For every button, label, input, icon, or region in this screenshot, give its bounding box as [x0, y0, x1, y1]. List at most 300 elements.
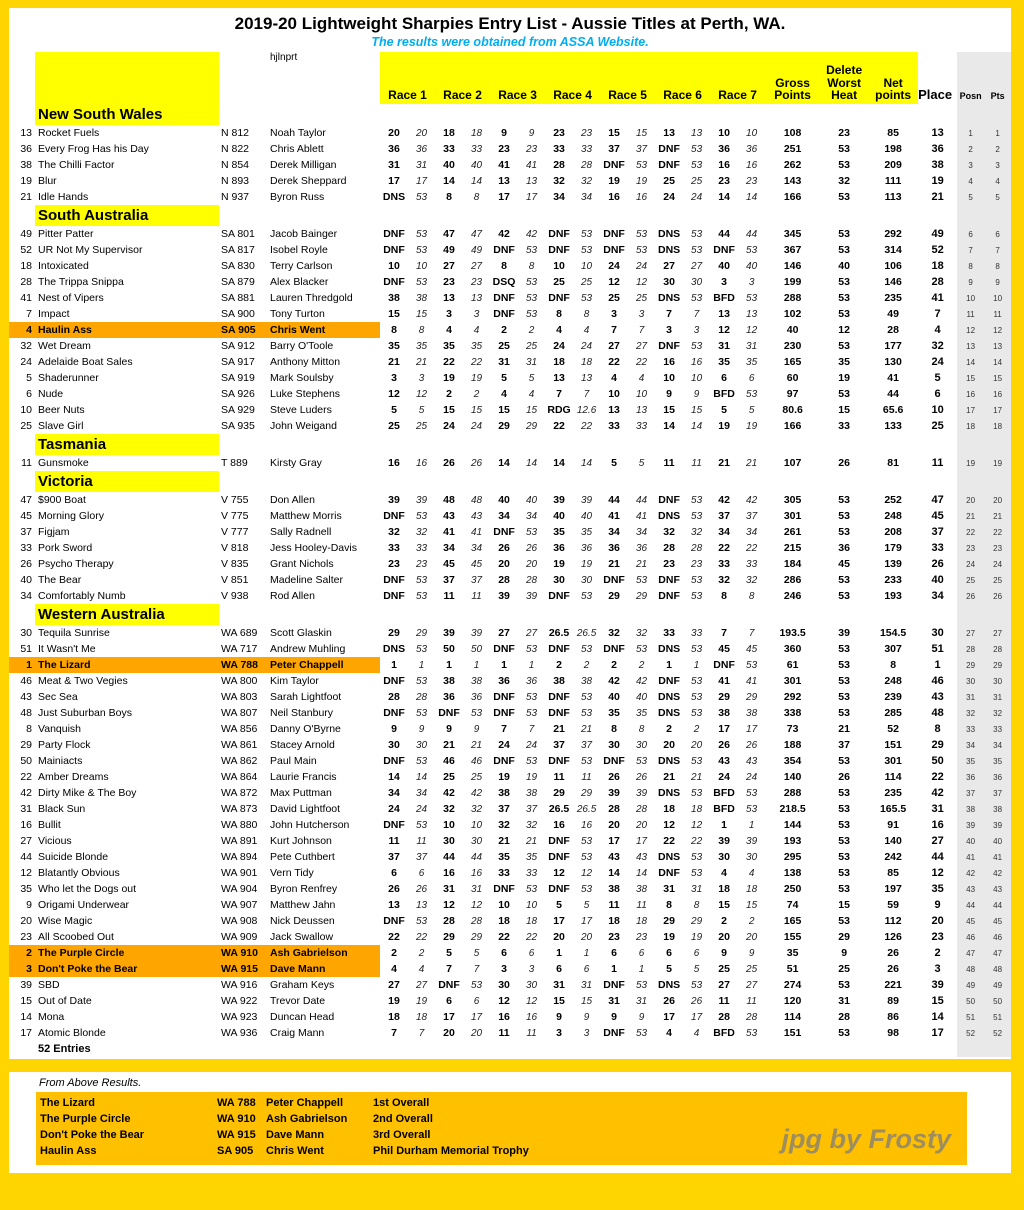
- race-result: 26.5: [548, 803, 570, 815]
- race-result: 30: [663, 276, 675, 288]
- pts-value: 5: [984, 189, 1011, 205]
- race-result: 43: [443, 510, 455, 522]
- pts-value: 25: [984, 572, 1011, 588]
- race-result: 1: [391, 659, 397, 671]
- race-result: 9: [666, 388, 672, 400]
- race-result: DNF: [493, 308, 515, 320]
- posn-value: 21: [957, 508, 984, 524]
- section-header: Western Australia: [35, 604, 219, 625]
- worst-heat: 53: [838, 1027, 850, 1039]
- race-result: DNS: [382, 643, 406, 655]
- race-result: 33: [498, 867, 510, 879]
- net-points: 130: [884, 356, 902, 368]
- net-points: 98: [887, 1027, 899, 1039]
- race-result: 22: [388, 931, 400, 943]
- skipper-name: Graham Keys: [270, 979, 335, 991]
- race-corrected: 45: [746, 643, 758, 655]
- race-result: 29: [498, 420, 510, 432]
- net-points: 165.5: [879, 803, 907, 815]
- race-result: 13: [553, 372, 565, 384]
- race-result: 6: [721, 372, 728, 384]
- race-result: 27: [388, 979, 400, 991]
- race-result: 14: [553, 457, 565, 469]
- pts-header: Pts: [984, 52, 1011, 104]
- net-points-header: Net points: [868, 52, 918, 104]
- race-corrected: 10: [470, 819, 483, 831]
- place: 40: [931, 574, 944, 586]
- worst-heat: 32: [838, 175, 850, 187]
- race-result: 21: [443, 739, 455, 751]
- race-corrected: 43: [746, 755, 758, 767]
- boat-name: Sec Sea: [38, 691, 78, 703]
- race-corrected: 32: [746, 574, 758, 586]
- race-corrected: 53: [415, 574, 428, 586]
- gross-points: 301: [783, 510, 802, 522]
- race-corrected: 53: [691, 159, 703, 171]
- sail-number: N 937: [221, 191, 250, 203]
- race-result: 14: [443, 175, 455, 187]
- race-corrected: 36: [580, 542, 593, 554]
- result-row: [9, 189, 1011, 205]
- row-number: 25: [20, 420, 32, 432]
- net-points: 248: [884, 510, 902, 522]
- race-corrected: 8: [583, 308, 590, 320]
- worst-heat: 53: [838, 659, 850, 671]
- gross-points: 193: [783, 835, 802, 847]
- sail-number: WA 861: [221, 739, 258, 751]
- race-result: 39: [388, 494, 400, 506]
- sail-number: WA 872: [221, 787, 258, 799]
- race-corrected: 20: [746, 931, 758, 943]
- race-result: 28: [608, 803, 620, 815]
- boat-name: Out of Date: [38, 995, 92, 1007]
- race-corrected: 53: [525, 691, 538, 703]
- result-row: [9, 865, 1011, 881]
- result-row: [9, 306, 1011, 322]
- skipper-name: Ash Gabrielson: [268, 945, 380, 961]
- race-result: DNF: [658, 159, 680, 171]
- race-corrected: 3: [418, 372, 425, 384]
- net-points: 106: [884, 260, 902, 272]
- race-corrected: 39: [470, 627, 483, 639]
- race-corrected: 10: [415, 260, 428, 272]
- skipper-name: Stacey Arnold: [270, 739, 335, 751]
- row-number: 10: [20, 404, 32, 416]
- race-result: DNS: [657, 643, 681, 655]
- race-corrected: 9: [583, 1011, 590, 1023]
- sail-number: WA 936: [221, 1027, 258, 1039]
- race-corrected: 41: [636, 510, 648, 522]
- race-result: DNS: [657, 755, 681, 767]
- race-result: DNF: [603, 244, 625, 256]
- net-points: 112: [884, 915, 902, 927]
- race-result: 2: [501, 324, 507, 336]
- race-result: DNF: [548, 691, 570, 703]
- race-corrected: 30: [415, 739, 428, 751]
- race-result: 26: [718, 739, 730, 751]
- worst-heat: 53: [838, 228, 850, 240]
- race-result: 45: [443, 558, 455, 570]
- worst-heat: 35: [838, 356, 850, 368]
- race-corrected: 21: [691, 771, 703, 783]
- pts-value: 51: [984, 1009, 1011, 1025]
- boat-name: Blur: [38, 175, 57, 187]
- boat-name: Who let the Dogs out: [38, 883, 137, 895]
- race-result: DNF: [658, 340, 680, 352]
- race-result: 25: [718, 963, 730, 975]
- race-result: 20: [553, 931, 565, 943]
- sail-number: SA 926: [221, 388, 255, 400]
- sail-number: WA 880: [221, 819, 258, 831]
- worst-heat: 39: [838, 627, 850, 639]
- race-result: DNS: [657, 707, 681, 719]
- boat-name: Idle Hands: [38, 191, 89, 203]
- race-result: 27: [498, 627, 510, 639]
- race-corrected: 6: [638, 947, 645, 959]
- skipper-name: Paul Main: [270, 755, 317, 767]
- pts-value: 34: [984, 737, 1011, 753]
- gross-points: 262: [783, 159, 802, 171]
- race-corrected: 21: [636, 558, 648, 570]
- skipper-name: Matthew Jahn: [270, 899, 336, 911]
- worst-heat: 23: [838, 127, 850, 139]
- race-result: DNF: [383, 228, 405, 240]
- race-result: 38: [718, 707, 730, 719]
- gross-points: 80.6: [782, 404, 803, 416]
- race-corrected: 53: [691, 675, 703, 687]
- race-corrected: 10: [691, 372, 703, 384]
- section-spacer: [219, 604, 957, 625]
- race-result: DNF: [548, 707, 570, 719]
- gross-points: 146: [783, 260, 802, 272]
- pts-value: 16: [984, 386, 1011, 402]
- posn-cell: [957, 471, 984, 492]
- race-corrected: 2: [473, 388, 480, 400]
- place: 1: [934, 659, 941, 671]
- race-result: 27: [608, 340, 620, 352]
- race-corrected: 28: [746, 1011, 758, 1023]
- race-result: 20: [718, 931, 730, 943]
- race-corrected: 46: [470, 755, 483, 767]
- race-corrected: 14: [525, 457, 538, 469]
- race-corrected: 5: [638, 457, 645, 469]
- race-result: 23: [608, 931, 620, 943]
- posn-value: 12: [957, 322, 984, 338]
- race-corrected: 53: [746, 1027, 758, 1039]
- race-result: 4: [501, 388, 507, 400]
- race-result: 3: [666, 324, 672, 336]
- skipper-name: Isobel Royle: [270, 244, 328, 256]
- race-result: 28: [663, 542, 675, 554]
- race-result: 11: [608, 899, 620, 911]
- race-corrected: 30: [691, 276, 703, 288]
- place: 6: [934, 388, 941, 400]
- race-corrected: 7: [748, 627, 755, 639]
- race-corrected: 1: [583, 947, 590, 959]
- skipper-name: Kim Taylor: [270, 675, 319, 687]
- race-result: 16: [663, 356, 675, 368]
- result-row: [9, 977, 1011, 993]
- net-points: 26: [887, 963, 899, 975]
- race-result: 25: [443, 771, 455, 783]
- race-corrected: 49: [470, 244, 483, 256]
- net-points: 111: [884, 175, 902, 187]
- pts-cell: [984, 104, 1011, 125]
- race-corrected: 28: [691, 542, 703, 554]
- posn-cell: [957, 604, 984, 625]
- sail-number: SA 830: [221, 260, 255, 272]
- race-corrected: 17: [470, 1011, 483, 1023]
- race-corrected: 6: [418, 867, 425, 879]
- result-row: [9, 721, 1011, 737]
- race-corrected: 12: [415, 388, 428, 400]
- pts-value: 36: [984, 769, 1011, 785]
- race-result: BFD: [713, 388, 735, 400]
- race-result: 23: [663, 558, 675, 570]
- row-number: 29: [20, 739, 32, 751]
- boat-name: Wet Dream: [38, 340, 91, 352]
- result-row: [9, 540, 1011, 556]
- race-result: 28: [553, 159, 565, 171]
- race-result: DNF: [493, 244, 515, 256]
- sail-number: SA 817: [221, 244, 255, 256]
- race-corrected: 17: [691, 1011, 703, 1023]
- race-corrected: 22: [636, 356, 648, 368]
- posn-value: 28: [957, 641, 984, 657]
- race-corrected: 19: [525, 771, 538, 783]
- net-points: 59: [887, 899, 899, 911]
- pts-value: 7: [984, 242, 1011, 258]
- pts-value: 21: [984, 508, 1011, 524]
- boat-name: SBD: [38, 979, 60, 991]
- row-number: 23: [20, 931, 32, 943]
- race-result: 17: [388, 175, 400, 187]
- posn-value: 34: [957, 737, 984, 753]
- gross-points: 246: [783, 590, 802, 602]
- row-number: 14: [20, 1011, 32, 1023]
- race-corrected: 53: [636, 244, 648, 256]
- race-result: DNF: [493, 292, 515, 304]
- place: 23: [931, 931, 944, 943]
- section-spacer: [219, 434, 957, 455]
- race-result: 31: [663, 883, 675, 895]
- row-number: 24: [20, 356, 32, 368]
- place: 33: [931, 542, 944, 554]
- race-result: 20: [663, 739, 675, 751]
- race-result: 9: [611, 1011, 617, 1023]
- sail-number: WA 907: [221, 899, 258, 911]
- net-points: 235: [884, 292, 902, 304]
- gross-points: 360: [783, 643, 802, 655]
- result-row: [9, 897, 1011, 913]
- race-result: 9: [446, 723, 452, 735]
- race-result: BFD: [713, 787, 735, 799]
- race-result: 11: [388, 835, 400, 847]
- posn-value: 17: [957, 402, 984, 418]
- race-result: 22: [443, 356, 455, 368]
- worst-heat: 53: [838, 292, 850, 304]
- race-result: 18: [718, 883, 730, 895]
- race-result: 9: [391, 723, 397, 735]
- race-result: 1: [666, 659, 672, 671]
- net-points: 193: [884, 590, 902, 602]
- worst-heat: 53: [838, 803, 850, 815]
- result-row: [9, 418, 1011, 434]
- race-corrected: 3: [748, 276, 755, 288]
- result-row: [9, 689, 1011, 705]
- race-corrected: 27: [691, 260, 703, 272]
- race-result: 42: [608, 675, 620, 687]
- net-points: 179: [884, 542, 902, 554]
- race-corrected: 44: [470, 851, 483, 863]
- race-corrected: 53: [691, 691, 703, 703]
- race-corrected: 13: [580, 372, 593, 384]
- race-corrected: 33: [525, 867, 538, 879]
- race-result: BFD: [713, 292, 735, 304]
- worst-heat: 15: [838, 404, 850, 416]
- race-result: 17: [553, 915, 565, 927]
- place: 15: [931, 995, 944, 1007]
- sail-number: V 835: [221, 558, 249, 570]
- race-corrected: 19: [691, 931, 703, 943]
- section-spacer: [219, 104, 957, 125]
- race-corrected: 22: [746, 542, 758, 554]
- posn-value: 11: [957, 306, 984, 322]
- race-result: 5: [556, 899, 562, 911]
- race-result: 36: [443, 691, 455, 703]
- race-corrected: 10: [636, 388, 648, 400]
- result-row: [9, 492, 1011, 508]
- sail-number: WA 800: [221, 675, 258, 687]
- sail-number: SA 929: [221, 404, 255, 416]
- race-result: 2: [446, 388, 452, 400]
- race-result: 34: [388, 787, 400, 799]
- place: 26: [931, 558, 944, 570]
- gross-points-header: Gross Points: [765, 52, 820, 104]
- race-corrected: 3: [638, 308, 645, 320]
- result-row: [9, 769, 1011, 785]
- race-corrected: 24: [470, 420, 483, 432]
- race-result: 14: [663, 420, 675, 432]
- worst-heat: 26: [838, 457, 850, 469]
- race-corrected: 26: [636, 771, 648, 783]
- gross-points: 338: [783, 707, 802, 719]
- race-result: 16: [608, 191, 620, 203]
- worst-heat: 53: [838, 159, 850, 171]
- pts-value: 19: [984, 455, 1011, 471]
- race-corrected: 33: [691, 627, 703, 639]
- place: 17: [931, 1027, 944, 1039]
- race-result: 6: [611, 947, 617, 959]
- posn-value: 6: [957, 226, 984, 242]
- race-corrected: 53: [746, 292, 758, 304]
- race-corrected: 53: [415, 510, 428, 522]
- place: 11: [931, 457, 944, 469]
- race-result: DNF: [383, 276, 405, 288]
- race-corrected: 34: [636, 526, 648, 538]
- boat-name: Pitter Patter: [38, 228, 94, 240]
- race-corrected: 9: [473, 723, 480, 735]
- race-result: 45: [718, 643, 730, 655]
- sail-number: SA 879: [221, 276, 255, 288]
- race-corrected: 33: [636, 420, 648, 432]
- race-corrected: 37: [636, 143, 648, 155]
- boat-name: Just Suburban Boys: [38, 707, 132, 719]
- race-result: 32: [553, 175, 565, 187]
- skipper-name: Terry Carlson: [270, 260, 333, 272]
- race-corrected: 34: [525, 510, 538, 522]
- race-result: 10: [443, 819, 455, 831]
- pts-value: 22: [984, 524, 1011, 540]
- race-corrected: 39: [580, 494, 593, 506]
- row-number: 33: [20, 542, 32, 554]
- race-result: 33: [608, 420, 620, 432]
- race-result: 19: [553, 558, 565, 570]
- posn-value: 40: [957, 833, 984, 849]
- race-corrected: 14: [746, 191, 758, 203]
- race-corrected: 53: [580, 292, 593, 304]
- race-result: 7: [501, 723, 507, 735]
- result-row: [9, 1009, 1011, 1025]
- race-result: 5: [391, 404, 397, 416]
- race-result: DNF: [548, 883, 570, 895]
- row-number: 26: [20, 558, 32, 570]
- race-result: 8: [391, 324, 397, 336]
- sail-number: WA 922: [221, 995, 258, 1007]
- boat-name: Rocket Fuels: [38, 127, 100, 139]
- net-points: 140: [884, 835, 902, 847]
- place: 29: [931, 739, 944, 751]
- race-result: 36: [718, 143, 730, 155]
- boat-name: Intoxicated: [38, 260, 89, 272]
- sail-number: WA 873: [221, 803, 258, 815]
- summary-award: 2nd Overall: [373, 1113, 433, 1125]
- boat-name: It Wasn't Me: [38, 643, 96, 655]
- race-result: 18: [608, 915, 620, 927]
- race-corrected: 25: [470, 771, 483, 783]
- race-corrected: 53: [691, 292, 703, 304]
- race-corrected: 42: [636, 675, 648, 687]
- result-row: [9, 242, 1011, 258]
- race-5-header: Race 5: [600, 52, 655, 104]
- race-corrected: 32: [470, 803, 483, 815]
- race-result: DNF: [438, 979, 460, 991]
- posn-value: 8: [957, 258, 984, 274]
- race-result: 15: [608, 127, 620, 139]
- race-corrected: 5: [473, 947, 480, 959]
- pts-value: 39: [984, 817, 1011, 833]
- race-corrected: 7: [418, 1027, 425, 1039]
- posn-value: 29: [957, 657, 984, 673]
- race-result: DNF: [493, 643, 515, 655]
- race-corrected: 53: [691, 574, 703, 586]
- posn-value: 27: [957, 625, 984, 641]
- gross-points: 367: [783, 244, 802, 256]
- net-points: 113: [884, 191, 902, 203]
- place: 5: [934, 372, 941, 384]
- result-row: [9, 455, 1011, 471]
- race-result: 19: [388, 995, 400, 1007]
- row-number: 28: [20, 276, 32, 288]
- race-result: 22: [718, 542, 730, 554]
- section-header: Tasmania: [35, 434, 219, 455]
- race-result: 22: [553, 420, 565, 432]
- race-result: 38: [443, 675, 455, 687]
- skipper-name: Tony Turton: [270, 308, 325, 320]
- race-result: 7: [666, 308, 672, 320]
- race-result: 16: [388, 457, 400, 469]
- race-corrected: 36: [470, 691, 483, 703]
